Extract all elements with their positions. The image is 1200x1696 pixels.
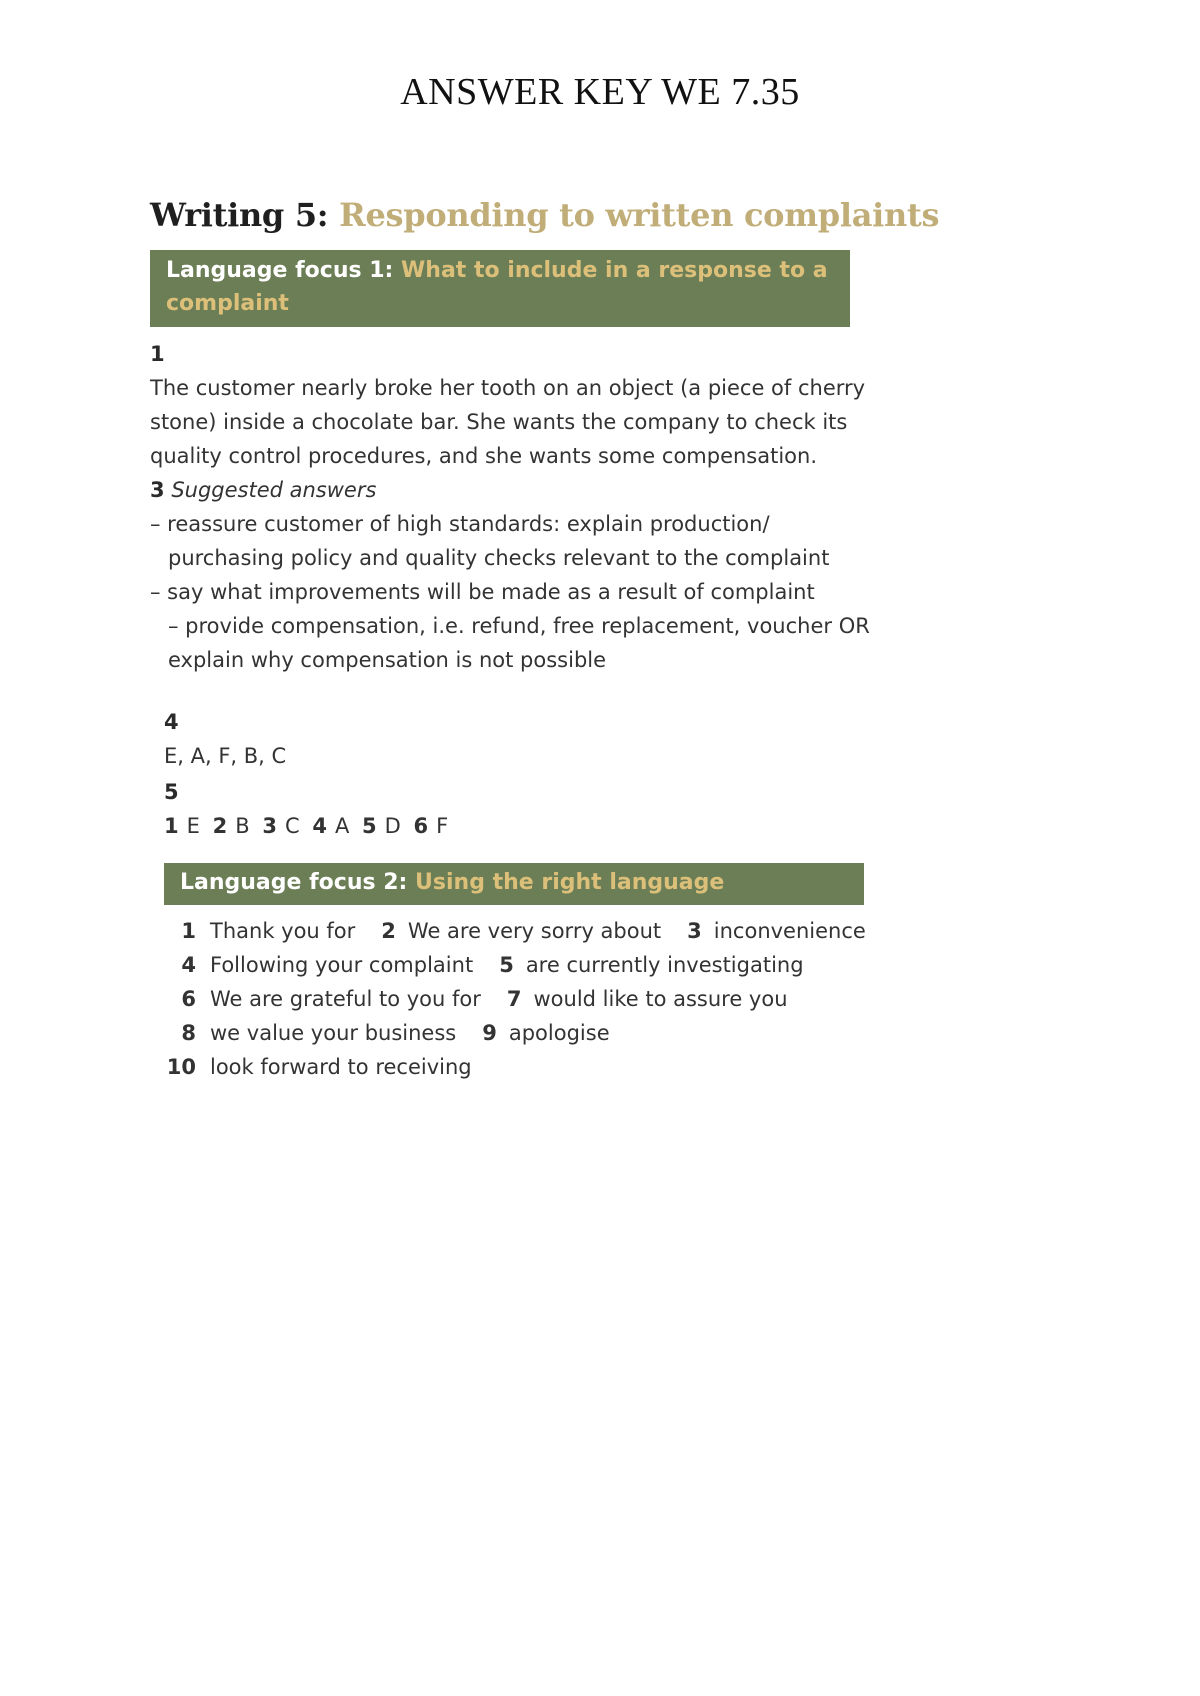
language-focus-2-answers <box>164 914 884 1084</box>
language-focus-1-label: Language focus 1: <box>166 258 394 283</box>
answer-1-text: The customer nearly broke her tooth on an object (a piece of cherry stone) inside a chocolate bar. She wants the company to check its quality control procedures, and she wants some compensation. <box>150 376 866 468</box>
section-prefix: Writing 5: <box>150 196 329 234</box>
answer-row: 4 Following your complaint 5 are currently investigating <box>181 953 804 977</box>
match-item: 1 E <box>164 814 200 838</box>
match-item: 6 F <box>413 814 449 838</box>
answer-block-5 <box>164 775 764 843</box>
answer-row: 1 Thank you for 2 We are very sorry about 3 inconvenience <box>181 919 866 943</box>
question-number-5: 5 <box>164 780 179 804</box>
language-focus-2-title: Using the right language <box>415 870 725 895</box>
answer-row: 10 look forward to receiving <box>166 1055 472 1079</box>
language-focus-1-bar <box>150 250 850 327</box>
answer-block-1 <box>150 337 870 677</box>
match-item: 5 D <box>362 814 401 838</box>
section-title: Responding to written complaints <box>339 196 940 234</box>
suggested-answer-line: – say what improvements will be made as a result of complaint <box>150 580 815 604</box>
match-item: 4 A <box>312 814 350 838</box>
answer-5-matches <box>164 809 764 843</box>
answer-4-text: E, A, F, B, C <box>164 744 287 768</box>
section-heading <box>150 196 939 234</box>
question-number-3: 3 <box>150 478 165 502</box>
answer-block-4 <box>164 705 564 773</box>
answer-row: 8 we value your business 9 apologise <box>181 1021 610 1045</box>
question-number-1: 1 <box>150 342 165 366</box>
language-focus-2-bar <box>164 863 864 905</box>
answer-row: 6 We are grateful to you for 7 would like to assure you <box>181 987 788 1011</box>
language-focus-2-label: Language focus 2: <box>180 870 408 895</box>
match-item: 3 C <box>262 814 300 838</box>
suggested-answer-line: purchasing policy and quality checks relevant to the complaint <box>168 546 830 570</box>
language-focus-1-title: What to include in a response to a complaint <box>166 258 828 316</box>
question-number-4: 4 <box>164 710 179 734</box>
match-item: 2 B <box>212 814 250 838</box>
suggested-answer-line: – reassure customer of high standards: explain production/ <box>150 512 770 536</box>
suggested-answers-label: Suggested answers <box>171 478 377 502</box>
suggested-answer-line: explain why compensation is not possible <box>168 648 607 672</box>
suggested-answer-line: – provide compensation, i.e. refund, free replacement, voucher OR <box>168 614 870 638</box>
page-title: ANSWER KEY WE 7.35 <box>400 71 800 113</box>
question-3-heading <box>150 473 870 507</box>
